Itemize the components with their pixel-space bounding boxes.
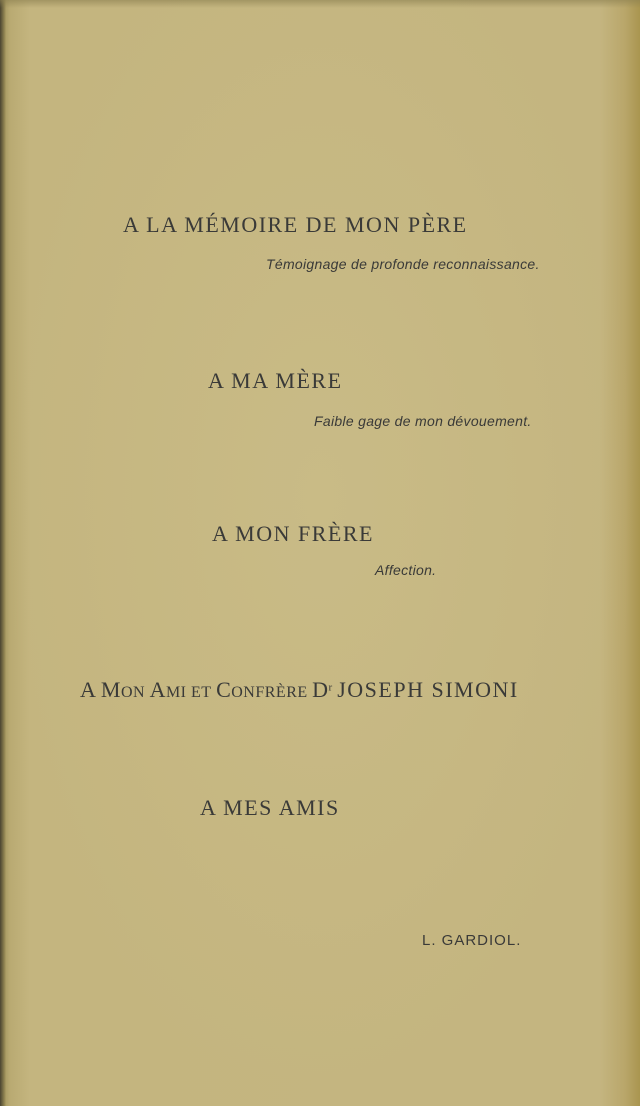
- dedication-friend-a: A: [80, 677, 97, 702]
- dedication-friend-name: JOSEPH SIMONI: [337, 677, 519, 702]
- dedication-friend-ami-rest: MI: [165, 684, 187, 701]
- author-signature: L. GARDIOL.: [422, 932, 522, 949]
- dedication-mother-heading: A MA MÈRE: [208, 368, 343, 393]
- dedication-friend-mon-initial: M: [100, 677, 121, 702]
- dedication-brother-heading: A MON FRÈRE: [212, 521, 374, 546]
- dedication-brother-subtitle: Affection.: [375, 562, 437, 578]
- dedication-father-heading: A LA MÉMOIRE DE MON PÈRE: [123, 212, 468, 237]
- dedication-friend-confrere-rest: ONFRÈRE: [231, 684, 308, 701]
- dedication-friend-dr: D: [312, 677, 329, 702]
- dedication-friend-heading: [80, 677, 519, 703]
- dedication-mother-subtitle: Faible gage de mon dévouement.: [314, 413, 532, 429]
- dedication-friends-heading: A MES AMIS: [200, 795, 340, 820]
- dedication-friend-dr-sup: r: [328, 681, 333, 694]
- dedication-friend-confrere-initial: C: [216, 677, 232, 702]
- dedication-father-subtitle: Témoignage de profonde reconnaissance.: [266, 256, 540, 272]
- dedication-friend-et: ET: [191, 684, 212, 701]
- page-binding-edge: [0, 0, 6, 1106]
- dedication-friend-mon-rest: ON: [120, 684, 146, 701]
- dedication-friend-ami-initial: A: [149, 677, 166, 702]
- page-top-edge: [0, 0, 640, 8]
